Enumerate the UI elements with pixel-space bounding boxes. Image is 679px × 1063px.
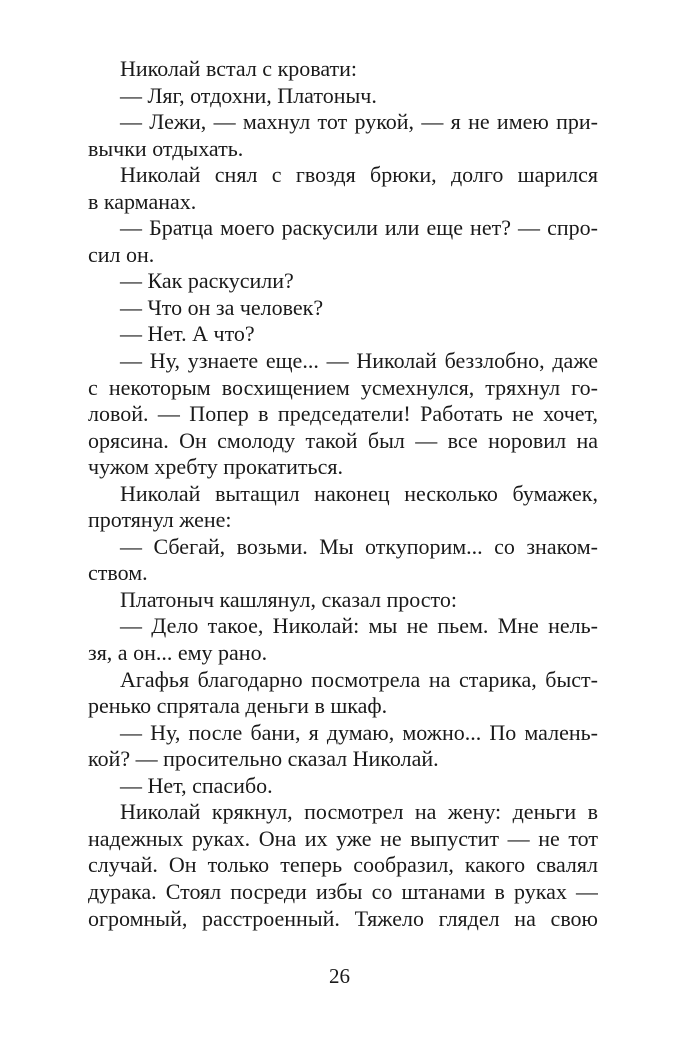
text-line: Николай встал с кровати: [120,56,358,81]
text-line: — Дело такое, Николай: мы не пьем. Мне нель- [120,613,598,639]
text-line: — Что он за человек? [120,294,324,320]
text-line: случай. Он только теперь сообразил, какого свалял [88,852,598,878]
text-line: с некоторым восхищением усмехнулся, тряхнул го- [88,374,598,400]
text-line: надежных руках. Она их уже не выпустит — не тот [88,825,598,851]
page-number: 26 [329,964,350,988]
text-line: Николай снял с гвоздя брюки, долго шарился [120,162,598,188]
text-line: кой? — просительно сказал Николай. [88,746,439,772]
text-line: протянул жене: [88,507,232,533]
text-line: ством. [88,560,148,586]
text-line: — Ляг, отдохни, Платоныч. [120,82,377,108]
text-line: в карманах. [88,188,197,214]
text-line: вычки отдыхать. [88,135,244,161]
text-line: ренько спрятала деньги в шкаф. [88,693,388,719]
text-line: зя, а он... ему рано. [88,640,268,666]
text-line: сил он. [88,241,155,267]
text-line: орясина. Он смолоду такой был — все норовил на [88,427,598,453]
text-line: — Нет, спасибо. [120,772,273,798]
text-line: — Ну, узнаете еще... — Николай беззлобно, даже [120,348,598,374]
text-line: Агафья благодарно посмотрела на старика, быст- [120,666,598,692]
text-line: Платоныч кашлянул, сказал просто: [120,586,457,612]
text-line: чужом хребту прокатиться. [88,454,343,480]
text-line: — Братца моего раскусили или еще нет? — спро- [120,215,598,241]
text-line: ловой. — Попер в председатели! Работать не хочет, [88,401,598,427]
text-line: — Как раскусили? [120,268,294,294]
text-line: огромный, расстроенный. Тяжело глядел на свою [88,905,598,931]
text-line: дурака. Стоял посреди избы со штанами в руках — [88,878,598,904]
page-text [88,56,598,932]
text-line: — Лежи, — махнул тот рукой, — я не имею при- [120,109,598,135]
text-line: Николай вытащил наконец несколько бумажек, [120,480,598,506]
text-line: — Нет. А что? [120,321,255,347]
text-line: — Сбегай, возьми. Мы откупорим... со знаком- [120,533,598,559]
text-line: — Ну, после бани, я думаю, можно... По малень- [120,719,598,745]
text-line: Николай крякнул, посмотрел на жену: деньги в [120,799,598,825]
